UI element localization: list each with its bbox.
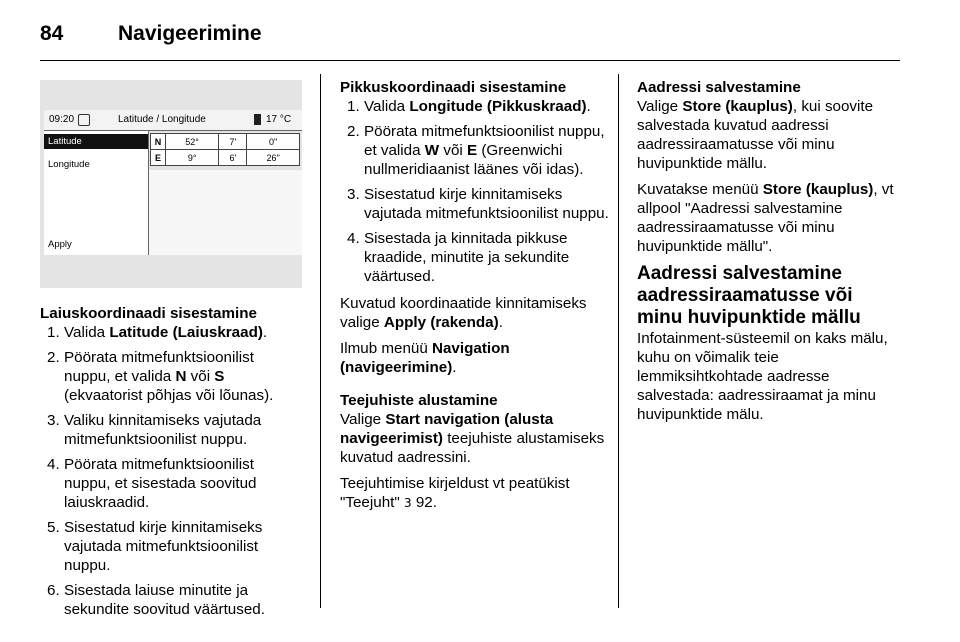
minute-cell[interactable]: 7' xyxy=(219,134,247,150)
step-text: Pöörata mitmefunktsioonilist nuppu, et valida xyxy=(364,123,605,159)
term: Store (kauplus) xyxy=(682,98,793,115)
status-bar xyxy=(44,110,302,131)
step-text: või xyxy=(439,142,467,159)
navigation-icon xyxy=(78,114,90,126)
text: Valige xyxy=(340,411,386,428)
text: , kui soovite salvestada kuvatud aadressi aadressiraamatusse või minu huvipunktide mällu. xyxy=(637,98,874,172)
text: teejuhiste alustamiseks kuvatud aadressini. xyxy=(340,430,605,466)
page-number: 84 xyxy=(40,22,64,45)
paragraph xyxy=(340,474,612,513)
step-text: Sisestatud kirje kinnitamiseks vajutada mitmefunktsioonilist nuppu. xyxy=(64,519,263,574)
coordinate-table xyxy=(150,133,300,166)
step-term: N xyxy=(175,368,187,385)
table-row xyxy=(151,150,300,166)
step-text: Valida xyxy=(64,324,110,341)
step-text: Pöörata mitmefunktsioonilist nuppu, et valida xyxy=(64,349,254,385)
list-item xyxy=(40,411,302,449)
step-number: 4. xyxy=(347,230,360,247)
step-text: või xyxy=(186,368,215,385)
text: 92. xyxy=(411,494,437,511)
table-row xyxy=(151,134,300,150)
step-text: (Greenwichi nullmeridiaanist läänes või idas). xyxy=(364,142,584,178)
step-term: E xyxy=(467,142,478,159)
column-divider xyxy=(320,74,321,608)
page-reference-icon: 3 xyxy=(403,496,412,510)
phone-icon xyxy=(254,114,261,125)
column-left xyxy=(40,304,302,627)
step-number: 4. xyxy=(47,456,60,473)
paragraph xyxy=(637,180,903,256)
temperature: 17 °C xyxy=(266,114,292,125)
step-text: . xyxy=(262,324,268,341)
paragraph xyxy=(340,339,612,377)
screen-title: Latitude / Longitude xyxy=(118,114,206,125)
step-text: Valida xyxy=(364,98,410,115)
list-item xyxy=(40,348,302,405)
list-item xyxy=(40,323,302,342)
direction-cell[interactable]: N xyxy=(151,134,166,150)
list-item xyxy=(340,122,612,179)
page-title: Navigeerimine xyxy=(118,22,262,45)
step-term: S xyxy=(214,368,225,385)
step-text: Valiku kinnitamiseks vajutada mitmefunktsioonilist nuppu. xyxy=(64,412,262,448)
step-text: (ekvaatorist põhjas või lõunas). xyxy=(64,387,274,404)
second-cell[interactable]: 0'' xyxy=(247,134,300,150)
step-number: 2. xyxy=(47,349,60,366)
term: Store (kauplus) xyxy=(762,181,874,198)
step-text: Sisestada ja kinnitada pikkuse kraadide, minutite ja sekundite väärtused. xyxy=(364,230,570,285)
section-heading: Pikkuskoordinaadi sisestamine xyxy=(340,79,567,96)
step-term: Latitude (Laiuskraad) xyxy=(109,324,263,341)
section-heading: Laiuskoordinaadi sisestamine xyxy=(40,305,257,322)
text: . xyxy=(498,314,503,331)
list-item xyxy=(340,185,612,223)
term: Start navigation (alusta navigeerimist) xyxy=(340,411,554,447)
menu-item-latitude[interactable]: Latitude xyxy=(44,134,148,149)
text: Teejuhtimise kirjeldust vt peatükist "Teejuht" xyxy=(340,475,570,511)
list-item xyxy=(40,581,302,619)
text: . xyxy=(452,359,457,376)
text: Kuvatud koordinaatide kinnitamiseks valige xyxy=(340,295,587,331)
term: Apply (rakenda) xyxy=(383,314,499,331)
list-item xyxy=(40,518,302,575)
text: Ilmub menüü xyxy=(340,340,433,357)
display-screen xyxy=(44,110,302,275)
list-item xyxy=(340,97,612,116)
steps-list xyxy=(40,323,302,619)
column-middle xyxy=(340,78,612,520)
header-rule xyxy=(40,60,900,61)
list-item xyxy=(340,229,612,286)
clock: 09:20 xyxy=(49,114,75,125)
degree-cell[interactable]: 52° xyxy=(166,134,219,150)
step-number: 1. xyxy=(47,324,60,341)
step-number: 5. xyxy=(47,519,60,536)
direction-cell[interactable]: E xyxy=(151,150,166,166)
step-text: Sisestada laiuse minutite ja sekundite soovitud väärtused. xyxy=(64,582,265,618)
column-right xyxy=(637,78,903,431)
menu-item-apply[interactable]: Apply xyxy=(48,239,72,250)
paragraph xyxy=(340,410,612,467)
steps-list xyxy=(340,97,612,286)
step-term: W xyxy=(424,142,440,159)
column-divider xyxy=(618,74,619,608)
menu-item-longitude[interactable]: Longitude xyxy=(48,159,90,170)
step-term: Longitude (Pikkuskraad) xyxy=(409,98,587,115)
paragraph xyxy=(340,294,612,332)
step-text: . xyxy=(586,98,591,115)
text: Kuvatakse menüü xyxy=(637,181,763,198)
term: Navigation (navigeerimine) xyxy=(340,340,510,376)
section-heading-large: Aadressi salvestamine aadressiraamatusse või minu huvipunktide mällu xyxy=(637,263,861,328)
step-number: 3. xyxy=(47,412,60,429)
paragraph: Infotainment-süsteemil on kaks mälu, kuhu on võimalik teie lemmiksihtkohtade aadresse salvestada: aadressiraamat ja minu huvipunktide mälu. xyxy=(637,330,888,423)
list-item xyxy=(40,455,302,512)
degree-cell[interactable]: 9° xyxy=(166,150,219,166)
second-cell[interactable]: 26'' xyxy=(247,150,300,166)
step-number: 3. xyxy=(347,186,360,203)
screen-illustration xyxy=(40,80,302,288)
text: Valige xyxy=(637,98,683,115)
step-number: 2. xyxy=(347,123,360,140)
step-text: Pöörata mitmefunktsioonilist nuppu, et sisestada soovitud laiuskraadid. xyxy=(64,456,257,511)
step-text: Sisestatud kirje kinnitamiseks vajutada mitmefunktsioonilist nuppu. xyxy=(364,186,609,222)
step-number: 1. xyxy=(347,98,360,115)
section-heading: Teejuhiste alustamine xyxy=(340,392,498,409)
text: , vt allpool "Aadressi salvestamine aadressiraamatusse või minu huvipunktide mällu". xyxy=(637,181,894,255)
step-number: 6. xyxy=(47,582,60,599)
empty-panel xyxy=(149,170,302,255)
coordinate-menu xyxy=(44,131,149,255)
paragraph xyxy=(637,97,903,173)
section-heading: Aadressi salvestamine xyxy=(637,79,801,96)
minute-cell[interactable]: 6' xyxy=(219,150,247,166)
